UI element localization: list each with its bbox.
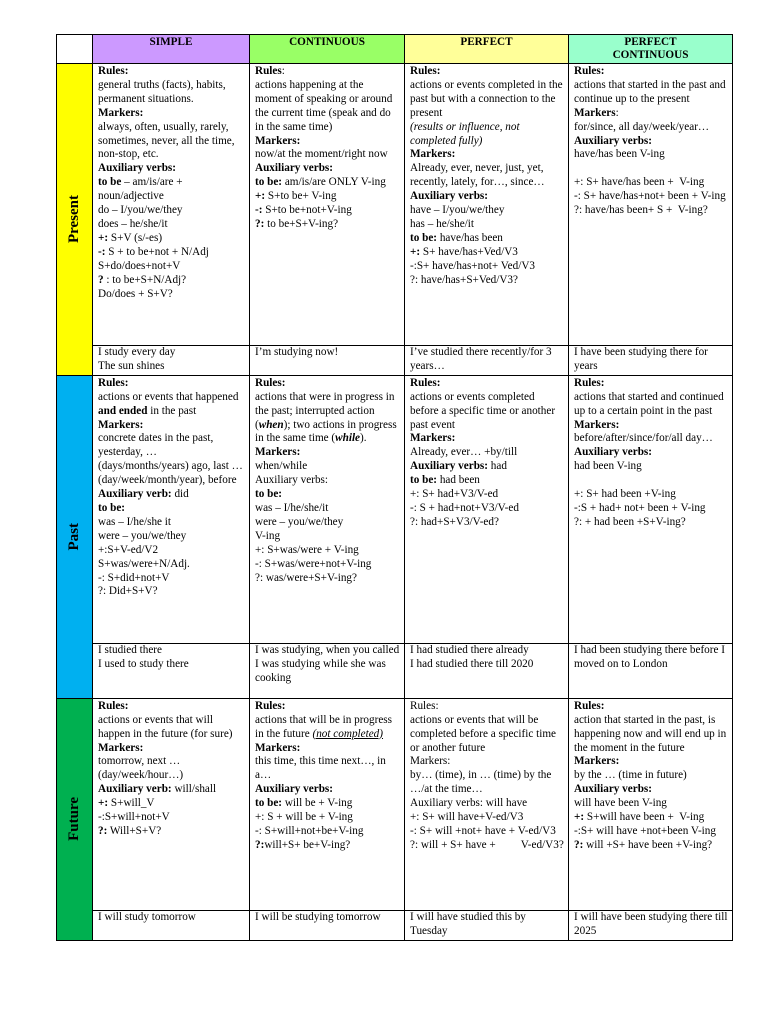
tobe-text: have/has been <box>437 231 503 244</box>
markers-text: for/since, all day/week/year… <box>574 120 710 133</box>
rules-text: actions that will be in progress in the future <box>255 713 395 740</box>
rules-heading: Rules: <box>255 699 286 712</box>
minus-formula: -:S + had+ not+ been + V-ing <box>574 502 706 515</box>
was-text: was – I/he/she it <box>98 515 172 528</box>
question-marker: ?: <box>98 824 108 837</box>
future-perfect-continuous-cell <box>569 698 733 910</box>
markers-text: by… (time), in … (time) by the …/at the time… <box>410 769 555 796</box>
aux-text: had <box>488 460 507 473</box>
aux-text: have/has been V-ing <box>574 148 665 161</box>
future-perfect-example <box>405 910 569 940</box>
aux-heading: Auxiliary verbs: <box>410 460 488 473</box>
plus-marker: +: <box>255 190 266 203</box>
minus-formula: -: S+was/were+not+V-ing <box>255 557 372 570</box>
past-perfect-cell <box>405 375 569 643</box>
minus-formula-2: S+do/does+not+V <box>98 259 181 272</box>
aux-heading: Auxiliary verbs: <box>255 162 333 175</box>
future-perfect-cell <box>405 698 569 910</box>
tobe-heading: to be <box>98 176 122 189</box>
has-text: has – he/she/it <box>410 217 475 230</box>
markers-heading: Markers: <box>98 418 144 431</box>
minus-formula: -: S+ will +not+ have + V-ed/V3 <box>410 824 556 837</box>
were-text: were – you/we/they <box>98 529 187 542</box>
example-text: I will be studying tomorrow <box>255 910 381 923</box>
future-continuous-cell <box>250 698 405 910</box>
past-simple-example <box>93 643 250 698</box>
markers-heading: Markers: <box>255 741 301 754</box>
were-text: were – you/we/they <box>255 515 344 528</box>
aux-heading: Auxiliary verbs: <box>98 162 176 175</box>
plus-formula: S+V (s/-es) <box>108 231 163 244</box>
tobe-heading: to be: <box>255 488 283 501</box>
example-text: The sun shines <box>98 359 165 372</box>
markers-heading: Markers <box>574 106 616 119</box>
present-rules-row <box>57 64 733 346</box>
rules-heading: Rules: <box>98 65 129 77</box>
header-pc-label-2: CONTINUOUS <box>612 49 689 61</box>
rules-heading: Rules: <box>98 699 129 712</box>
plus-formula: +: S+ had been +V-ing <box>574 488 676 501</box>
rules-colon: : <box>281 65 285 77</box>
header-continuous-label: CONTINUOUS <box>289 36 365 48</box>
example-text: I’m studying now! <box>255 346 339 358</box>
example-text: I studied there <box>98 643 162 656</box>
rules-while: while <box>335 432 361 445</box>
rules-when: when <box>258 418 284 431</box>
tobe-text: am/is/are ONLY V-ing <box>282 176 386 189</box>
present-side-label <box>57 64 93 376</box>
past-rules-row <box>57 375 733 643</box>
rules-text: actions or events that will happen in the future (for sure) <box>98 713 233 740</box>
minus-formula: -:S+will+not+V <box>98 811 170 824</box>
header-simple-label: SIMPLE <box>149 36 193 48</box>
markers-heading: Markers: <box>255 134 301 147</box>
rules-text: actions or events completed before a specific time or another past event <box>410 390 558 431</box>
markers-text: by the … (time in future) <box>574 769 687 782</box>
minus-formula: -:S+ have/has+not+ Ved/V3 <box>410 259 535 272</box>
future-continuous-example <box>250 910 405 940</box>
header-row <box>57 35 733 64</box>
example-text: I will study tomorrow <box>98 910 196 923</box>
tobe-text: will be + V-ing <box>282 797 353 810</box>
markers-text: always, often, usually, rarely, sometimes, never, all the time, non-stop, etc. <box>98 120 238 161</box>
question-formula: : to be+S+N/Adj? <box>103 273 187 286</box>
aux-text: Auxiliary verbs: will have <box>410 797 528 810</box>
example-text: I will have studied this by Tuesday <box>410 910 529 937</box>
present-continuous-cell <box>250 64 405 346</box>
question-formula: ?: Did+S+V? <box>98 585 158 598</box>
tobe-heading: to be: <box>410 231 438 244</box>
rules-text: actions that were in progress in the past; interrupted action ( <box>255 390 398 431</box>
markers-text: this time, this time next…, in a… <box>255 755 389 782</box>
rules-text-mid: ); two actions in progress in the same time ( <box>255 418 400 445</box>
question-formula: ?: have/has+S+Ved/V3? <box>410 273 518 286</box>
present-continuous-example <box>250 346 405 376</box>
markers-heading: Markers: <box>98 106 144 119</box>
rules-heading: Rules: <box>410 65 441 77</box>
tobe-heading: to be: <box>410 474 438 487</box>
minus-formula: -:S+ will have +not+been V-ing <box>574 824 716 837</box>
question-formula: will +S+ have been +V-ing? <box>583 838 713 851</box>
rules-heading: Rules: <box>410 376 441 389</box>
tobe-text: – am/is/are + noun/adjective <box>98 176 186 203</box>
markers-heading: Markers: <box>255 446 301 459</box>
minus-formula: S + to be+not + N/Adj <box>105 245 209 258</box>
present-simple-example <box>93 346 250 376</box>
was-text: was – I/he/she/it <box>255 501 329 514</box>
tobe-heading: to be: <box>255 797 283 810</box>
minus-formula: -: S + had+not+V3/V-ed <box>410 501 519 514</box>
plus-formula: S+will have been + V-ing <box>584 811 705 824</box>
rules-text: actions happening at the moment of speaking or around the current time (speak and do in the same time) <box>255 78 396 133</box>
header-continuous <box>250 35 405 64</box>
plus-formula: S+will_V <box>108 797 155 810</box>
question-marker: ? <box>98 273 104 286</box>
plus-formula: S+to be+ V-ing <box>265 190 337 203</box>
past-label: Past <box>66 523 83 551</box>
plus-marker: +: <box>410 245 421 258</box>
past-side-label <box>57 375 93 698</box>
aux-heading: Auxiliary verb: <box>98 488 172 501</box>
rules-emphasis: and ended <box>98 404 148 417</box>
aux-text: will have been V-ing <box>574 797 667 810</box>
markers-text: now/at the moment/right now <box>255 148 388 161</box>
future-example-row <box>57 910 733 940</box>
plus-formula: +: S + will be + V-ing <box>255 811 353 824</box>
past-simple-cell <box>93 375 250 643</box>
aux-text: will/shall <box>171 783 217 796</box>
header-perfect-label: PERFECT <box>460 36 513 48</box>
question-formula: Will+S+V? <box>107 824 162 837</box>
present-label: Present <box>66 195 83 244</box>
tenses-table <box>56 34 733 941</box>
plus-formula: +: S+ had+V3/V-ed <box>410 488 499 501</box>
plus-marker: +: <box>98 797 109 810</box>
minus-formula: -: S+will+not+be+V-ing <box>255 824 364 837</box>
plus-formula: +: S+was/were + V-ing <box>255 543 359 556</box>
header-simple <box>93 35 250 64</box>
rules-text-end: in the past <box>147 404 197 417</box>
does-text: does – he/she/it <box>98 217 168 230</box>
aux-heading: Auxiliary verbs: <box>410 190 488 203</box>
plus-formula: +: S+ have/has been + V-ing <box>574 176 705 189</box>
example-text: I study every day <box>98 346 176 358</box>
rules-text: actions or events that will be completed before a specific time or another future <box>410 713 559 754</box>
question-marker: ?: <box>255 217 265 230</box>
markers-colon: : <box>615 106 619 119</box>
rules-heading: Rules: <box>574 376 605 389</box>
aux-heading: Auxiliary verbs: <box>574 783 652 796</box>
rules-heading: Rules: <box>255 376 286 389</box>
plus-formula-2: S+was/were+N/Adj. <box>98 557 190 570</box>
markers-text: when/while <box>255 460 308 473</box>
past-continuous-example <box>250 643 405 698</box>
question-formula: will+S+ be+V-ing? <box>264 838 351 851</box>
rules-text: actions or events that happened <box>98 390 242 403</box>
plus-marker: +: <box>98 231 109 244</box>
example-text: I will have been studying there till 2025 <box>574 910 731 937</box>
question-marker: ?: <box>255 838 265 851</box>
minus-formula: -: S+did+not+V <box>98 571 170 584</box>
corner-cell <box>57 35 93 64</box>
example-text: I had been studying there before I moved on to London <box>574 643 728 670</box>
rules-text: actions or events completed in the past but with a connection to the present <box>410 78 566 119</box>
rules-heading: Rules: <box>410 699 439 712</box>
rules-note: (not completed) <box>312 727 384 740</box>
markers-heading: Markers: <box>410 755 451 768</box>
future-perfect-continuous-example <box>569 910 733 940</box>
present-simple-cell <box>93 64 250 346</box>
header-perfect <box>405 35 569 64</box>
markers-text: Already, ever, never, just, yet, recently, lately, for…, since… <box>410 162 547 189</box>
future-simple-cell <box>93 698 250 910</box>
question-formula: ?: + had been +S+V-ing? <box>574 515 686 528</box>
rules-text-end: ). <box>360 432 367 445</box>
future-side-label <box>57 698 93 940</box>
markers-text: before/after/since/for/all day… <box>574 432 713 445</box>
question-formula: ?: have/has been+ S + V-ing? <box>574 204 708 217</box>
present-perfect-continuous-cell <box>569 64 733 346</box>
rules-note: (results or influence, not completed fully) <box>410 120 523 147</box>
present-perfect-example <box>405 346 569 376</box>
plus-formula: S+ have/has+Ved/V3 <box>420 245 518 258</box>
example-text: I’ve studied there recently/for 3 years… <box>410 346 555 372</box>
past-continuous-cell <box>250 375 405 643</box>
rules-text: action that started in the past, is happening now and will end up in the moment in the future <box>574 713 730 754</box>
question-formula: ?: will + S+ have + V-ed/V3? <box>410 838 564 851</box>
aux-heading: Auxiliary verbs: <box>255 783 333 796</box>
markers-text: concrete dates in the past, yesterday, … (days/months/years) ago, last … (day/week/month/year), before <box>98 432 246 487</box>
minus-formula: -: S+ have/has+not+ been + V-ing <box>574 190 726 203</box>
past-perfect-continuous-example <box>569 643 733 698</box>
question-formula: ?: had+S+V3/V-ed? <box>410 515 499 528</box>
markers-heading: Markers: <box>574 418 620 431</box>
markers-heading: Markers: <box>410 432 456 445</box>
do-text: do – I/you/we/they <box>98 204 183 217</box>
ving-text: V-ing <box>255 529 281 542</box>
minus-marker: -: <box>98 245 106 258</box>
header-pc-label-1: PERFECT <box>624 36 677 48</box>
aux-heading: Auxiliary verbs: <box>255 474 329 487</box>
rules-heading: Rules <box>255 65 282 77</box>
header-perfect-continuous <box>569 35 733 64</box>
past-perfect-continuous-cell <box>569 375 733 643</box>
tobe-text: had been <box>437 474 480 487</box>
plus-formula: +:S+V-ed/V2 <box>98 543 159 556</box>
aux-heading: Auxiliary verb: <box>98 783 172 796</box>
have-text: have – I/you/we/they <box>410 204 505 217</box>
question-formula: ?: was/were+S+V-ing? <box>255 571 357 584</box>
example-text: I was studying, when you called <box>255 643 400 656</box>
aux-text: did <box>171 488 189 501</box>
example-text: I used to study there <box>98 657 189 670</box>
example-text: I have been studying there for years <box>574 346 711 372</box>
past-example-row <box>57 643 733 698</box>
future-simple-example <box>93 910 250 940</box>
tobe-heading: to be: <box>98 501 126 514</box>
future-label: Future <box>66 797 83 842</box>
minus-formula: S+to be+not+V-ing <box>262 204 352 217</box>
markers-text: Already, ever… +by/till <box>410 446 518 459</box>
example-text: I had studied there till 2020 <box>410 657 534 670</box>
plus-marker: +: <box>574 811 585 824</box>
rules-text: actions that started and continued up to a certain point in the past <box>574 390 727 417</box>
rules-text: general truths (facts), habits, permanent situations. <box>98 78 229 105</box>
present-perfect-continuous-example <box>569 346 733 376</box>
tobe-heading: to be: <box>255 176 283 189</box>
question-marker: ?: <box>574 838 584 851</box>
markers-heading: Markers: <box>410 148 456 161</box>
aux-text: had been V-ing <box>574 460 642 473</box>
markers-heading: Markers: <box>98 741 144 754</box>
minus-marker: -: <box>255 204 263 217</box>
future-rules-row <box>57 698 733 910</box>
aux-heading: Auxiliary verbs: <box>574 134 652 147</box>
question-formula-2: Do/does + S+V? <box>98 287 173 300</box>
question-formula: to be+S+V-ing? <box>264 217 339 230</box>
rules-text: actions that started in the past and continue up to the present <box>574 78 729 105</box>
aux-heading: Auxiliary verbs: <box>574 446 652 459</box>
example-text: I was studying while she was cooking <box>255 657 389 684</box>
markers-heading: Markers: <box>574 755 620 768</box>
present-perfect-cell <box>405 64 569 346</box>
rules-heading: Rules: <box>98 376 129 389</box>
plus-formula: +: S+ will have+V-ed/V3 <box>410 811 524 824</box>
rules-heading: Rules: <box>574 65 605 77</box>
example-text: I had studied there already <box>410 643 529 656</box>
past-perfect-example <box>405 643 569 698</box>
present-example-row <box>57 346 733 376</box>
markers-text: tomorrow, next … (day/week/hour…) <box>98 755 184 782</box>
rules-heading: Rules: <box>574 699 605 712</box>
